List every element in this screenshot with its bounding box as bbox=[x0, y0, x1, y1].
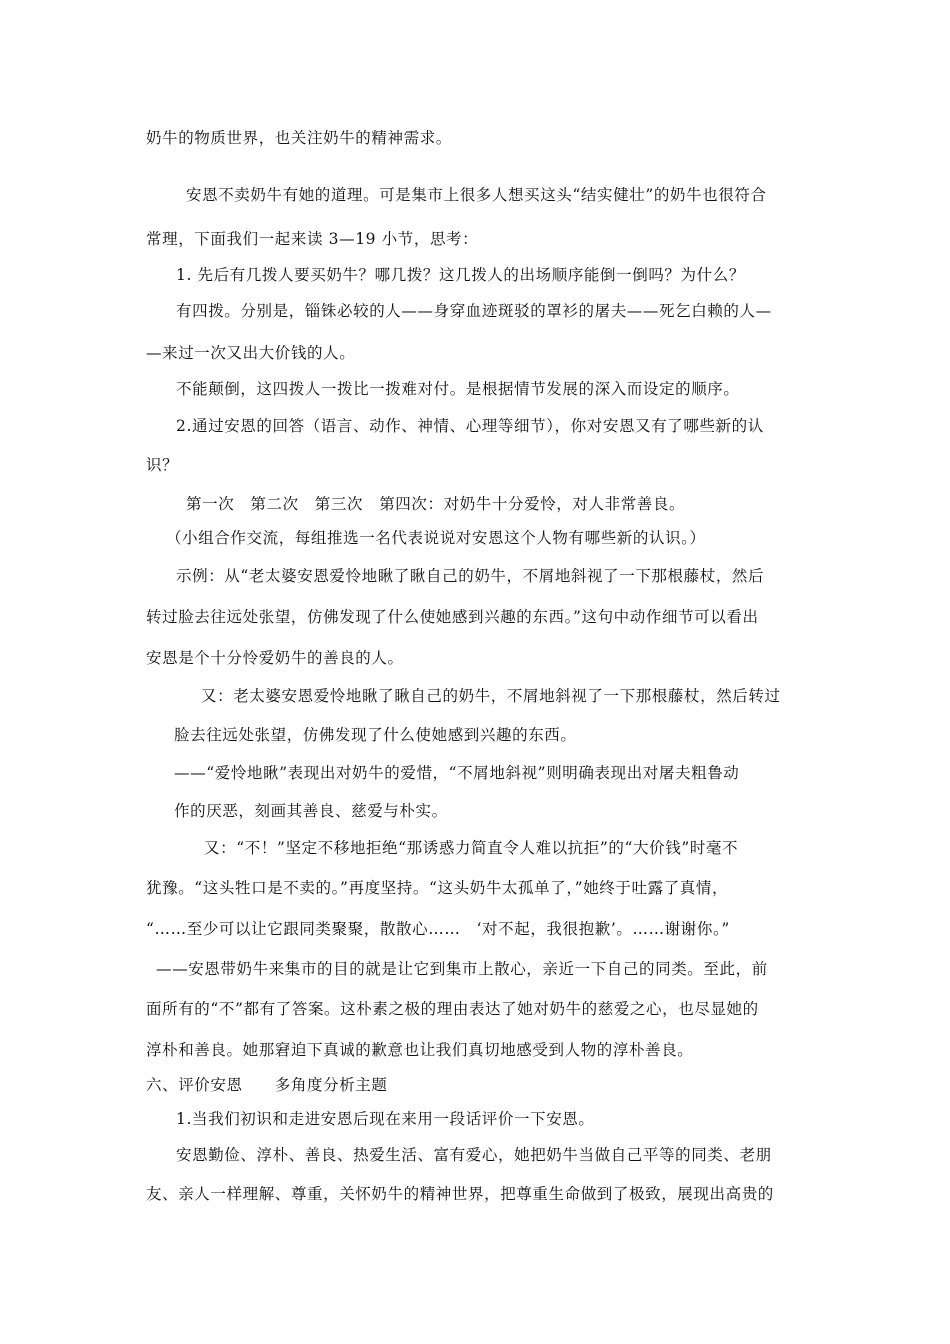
text-line: 面所有的“不”都有了答案。这朴素之极的理由表达了她对奶牛的慈爱之心，也尽显她的 bbox=[146, 1000, 759, 1018]
text-line: 安恩勤俭、淳朴、善良、热爱生活、富有爱心，她把奶牛当做自己平等的同类、老朋 bbox=[176, 1146, 772, 1164]
text-line: 有四拨。分别是，锱铢必较的人——身穿血迹斑驳的罩衫的屠夫——死乞白赖的人— bbox=[176, 302, 772, 320]
text-line: （小组合作交流，每组推选一名代表说说对安恩这个人物有哪些新的认识。） bbox=[166, 529, 706, 547]
text-line: 安恩不卖奶牛有她的道理。可是集市上很多人想买这头“结实健壮”的奶牛也很符合 bbox=[186, 186, 767, 204]
text-line: 识？ bbox=[146, 456, 179, 474]
text-line: 作的厌恶，刻画其善良、慈爱与朴实。 bbox=[174, 802, 448, 820]
text-line: 奶牛的物质世界，也关注奶牛的精神需求。 bbox=[146, 129, 452, 147]
section-heading: 六、评价安恩 多角度分析主题 bbox=[146, 1076, 388, 1094]
text-line: 示例：从“老太婆安恩爱怜地瞅了瞅自己的奶牛，不屑地斜视了一下那根藤杖，然后 bbox=[176, 567, 765, 585]
text-line: 又：“不！”坚定不移地拒绝“那诱惑力简直令人难以抗拒”的“大价钱”时毫不 bbox=[204, 839, 739, 857]
text-line: 脸去往远处张望，仿佛发现了什么使她感到兴趣的东西。 bbox=[174, 726, 577, 744]
text-line: ——“爱怜地瞅”表现出对奶牛的爱惜，“不屑地斜视”则明确表现出对屠夫粗鲁动 bbox=[174, 764, 740, 782]
text-line: 2.通过安恩的回答（语言、动作、神情、心理等细节），你对安恩又有了哪些新的认 bbox=[176, 417, 764, 435]
text-line: 安恩是个十分怜爱奶牛的善良的人。 bbox=[146, 649, 404, 667]
text-line: 犹豫。“这头牲口是不卖的。”再度坚持。“这头奶牛太孤单了，”她终于吐露了真情， bbox=[146, 879, 729, 897]
text-line: 友、亲人一样理解、尊重，关怀奶牛的精神世界，把尊重生命做到了极致，展现出高贵的 bbox=[146, 1185, 774, 1203]
text-line: 1.当我们初识和走进安恩后现在来用一段话评价一下安恩。 bbox=[176, 1110, 595, 1128]
text-line: 不能颠倒，这四拨人一拨比一拨难对付。是根据情节发展的深入而设定的顺序。 bbox=[176, 380, 740, 398]
text-line: 1. 先后有几拨人要买奶牛？哪几拨？这几拨人的出场顺序能倒一倒吗？为什么？ bbox=[176, 266, 745, 284]
text-line: 淳朴和善良。她那窘迫下真诚的歉意也让我们真切地感受到人物的淳朴善良。 bbox=[146, 1041, 694, 1059]
text-line: ——安恩带奶牛来集市的目的就是让它到集市上散心，亲近一下自己的同类。至此，前 bbox=[156, 960, 768, 978]
text-line: “……至少可以让它跟同类聚聚，散散心…… ‘对不起，我很抱歉’。……谢谢你。” bbox=[146, 920, 730, 938]
text-line: 常理，下面我们一起来读 3—19 小节，思考： bbox=[146, 230, 479, 248]
text-line: 又：老太婆安恩爱怜地瞅了瞅自己的奶牛，不屑地斜视了一下那根藤杖，然后转过 bbox=[201, 687, 781, 705]
text-line: 转过脸去往远处张望，仿佛发现了什么使她感到兴趣的东西。”这句中动作细节可以看出 bbox=[146, 608, 759, 626]
text-line: 第一次 第二次 第三次 第四次：对奶牛十分爱怜，对人非常善良。 bbox=[186, 495, 686, 513]
text-line: —来过一次又出大价钱的人。 bbox=[146, 344, 356, 362]
